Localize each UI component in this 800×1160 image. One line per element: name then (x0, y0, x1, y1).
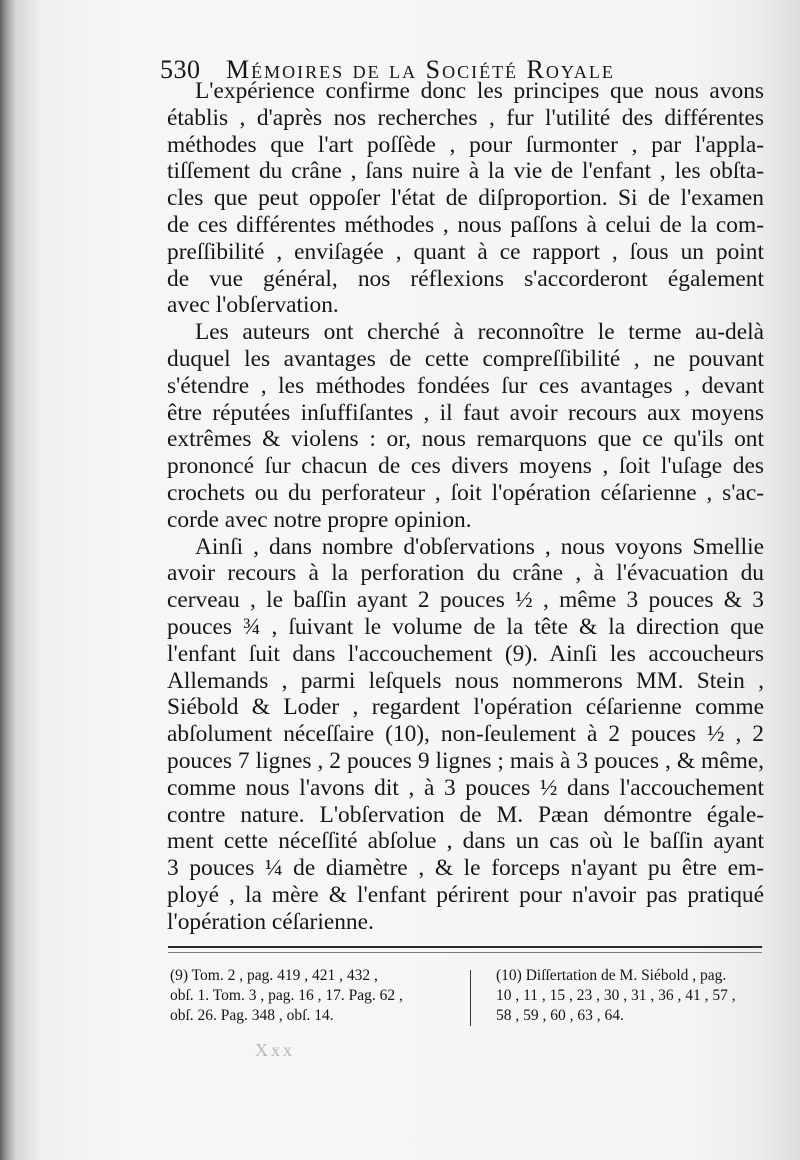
footnote-line: 10 , 11 , 15 , 23 , 30 , 31 , 36 , 41 , 57 , (496, 986, 736, 1004)
text-line: pouces 7 lignes , 2 pouces 9 lignes ; mais à 3 pouces , & même, (167, 747, 764, 774)
footnote-10 (496, 966, 766, 1025)
footnote-column-divider (470, 970, 471, 1026)
text-line: Les auteurs ont cherché à reconnoître le terme au-delà (195, 319, 764, 346)
text-line: cles que peut oppoſer l'état de diſproportion. Si de l'examen (167, 185, 764, 212)
footnote-line: (10) Diſſertation de M. Siébold , pag. (496, 967, 727, 984)
text-line: établis , d'après nos recherches , fur l'utilité des différentes (167, 104, 764, 131)
text-line: preſſibilité , enviſagée , quant à ce rapport , ſous un point (167, 238, 764, 265)
text-line: être réputées inſuffiſantes , il faut avoir recours aux moyens (167, 399, 764, 426)
footnotes (168, 966, 764, 1030)
footnote-rule (168, 946, 762, 948)
text-line: Siébold & Loder , regardent l'opération céſarienne comme (167, 694, 764, 721)
text-line: de vue général, nos réflexions s'accorderont également (167, 265, 764, 292)
text-line: l'opération céſarienne. (167, 908, 374, 935)
text-line: corde avec notre propre opinion. (167, 506, 472, 533)
binding-gutter-shadow (0, 0, 22, 1160)
text-line: cerveau , le baſſin ayant 2 pouces ½ , même 3 pouces & 3 (167, 587, 764, 614)
text-line: pouces ¾ , ſuivant le volume de la tête & la direction que (167, 613, 764, 640)
footnote-line: 58 , 59 , 60 , 63 , 64. (496, 1006, 624, 1024)
text-line: s'étendre , les méthodes fondées ſur ces avantages , devant (167, 372, 764, 399)
body-text (167, 78, 764, 936)
page-number: 530 (160, 55, 201, 84)
text-line: L'expérience confirme donc les principes que nous avons (195, 78, 764, 104)
text-line: avec l'obſervation. (167, 292, 339, 319)
footnote-line: obſ. 26. Pag. 348 , obſ. 14. (170, 1006, 334, 1024)
text-line: avoir recours à la perforation du crâne , à l'évacuation du (167, 560, 764, 587)
footnote-9 (170, 966, 460, 1025)
signature-mark: Xxx (255, 1040, 295, 1060)
text-line: l'enfant ſuit dans l'accouchement (9). Ainſi les accoucheurs (167, 640, 764, 667)
text-line: Ainſi , dans nombre d'obſervations , nous voyons Smellie (195, 533, 764, 560)
text-line: contre nature. L'obſervation de M. Pæan démontre égale- (167, 801, 764, 828)
footnote-line: obſ. 1. Tom. 3 , pag. 16 , 17. Pag. 62 , (170, 986, 403, 1004)
text-line: crochets ou du perforateur , ſoit l'opération céſarienne , s'ac- (167, 479, 764, 506)
text-line: ployé , la mère & l'enfant périrent pour n'avoir pas pratiqué (167, 881, 764, 908)
text-line: ment cette néceſſité abſolue , dans un cas où le baſſin ayant (167, 828, 764, 855)
text-line: de ces différentes méthodes , nous paſſons à celui de la com- (167, 211, 764, 238)
running-title: Mémoires de la Société Royale (226, 55, 615, 84)
footnote-line: (9) Tom. 2 , pag. 419 , 421 , 432 , (170, 967, 378, 984)
text-line: duquel les avantages de cette compreſſibilité , ne pouvant (167, 345, 764, 372)
text-line: 3 pouces ¼ de diamètre , & le forceps n'ayant pu être em- (167, 855, 764, 882)
text-line: tiſſement du crâne , ſans nuire à la vie de l'enfant , les obſta- (167, 158, 764, 185)
footnote-rule-thin (168, 952, 762, 953)
text-line: Allemands , parmi leſquels nous nommerons MM. Stein , (167, 667, 764, 694)
text-line: prononcé ſur chacun de ces divers moyens , ſoit l'uſage des (167, 453, 764, 480)
text-line: méthodes que l'art poſſède , pour ſurmonter , par l'appla- (167, 131, 764, 158)
text-line: comme nous l'avons dit , à 3 pouces ½ dans l'accouchement (167, 774, 764, 801)
text-line: abſolument néceſſaire (10), non-ſeulement à 2 pouces ½ , 2 (167, 721, 764, 748)
text-line: extrêmes & violens : or, nous remarquons que ce qu'ils ont (167, 426, 764, 453)
